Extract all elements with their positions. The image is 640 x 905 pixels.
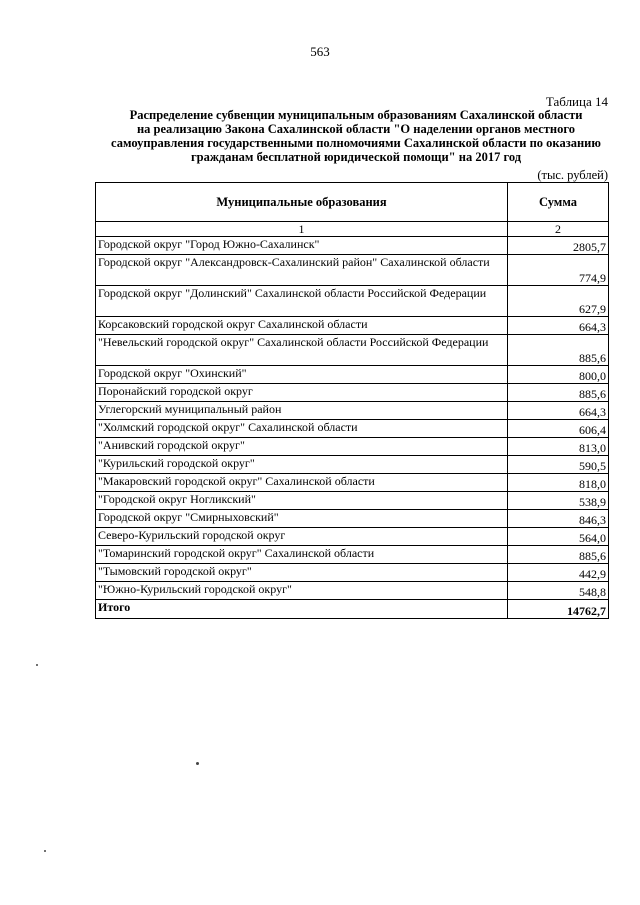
municipality-name: "Южно-Курильский городской округ" [96, 582, 508, 600]
table-row [96, 255, 609, 286]
municipality-name: "Томаринский городской округ" Сахалинской области [96, 546, 508, 564]
table-row [96, 317, 609, 335]
title-line: на реализацию Закона Сахалинской области "О наделении органов местного [136, 122, 575, 136]
total-sum: 14762,7 [508, 600, 609, 619]
table-row [96, 420, 609, 438]
table-row [96, 438, 609, 456]
total-label: Итого [96, 600, 508, 619]
municipality-name: "Курильский городской округ" [96, 456, 508, 474]
subsidy-sum: 885,6 [508, 546, 609, 564]
municipality-name: Корсаковский городской округ Сахалинской области [96, 317, 508, 335]
scan-speck [44, 850, 46, 852]
title-line: Распределение субвенции муниципальным образованиям Сахалинской области [129, 108, 583, 122]
subsidy-sum: 538,9 [508, 492, 609, 510]
table-row [96, 492, 609, 510]
subsidy-sum: 885,6 [508, 335, 609, 366]
table-row [96, 237, 609, 255]
municipality-name: "Макаровский городской округ" Сахалинской области [96, 474, 508, 492]
table-row [96, 384, 609, 402]
column-header-sum: Сумма [508, 183, 609, 222]
table-row [96, 582, 609, 600]
column-header-municipality: Муниципальные образования [96, 183, 508, 222]
title-line: самоуправления государственными полномочиями Сахалинской области по оказанию [111, 136, 601, 150]
municipality-name: "Городской округ Ногликский" [96, 492, 508, 510]
municipality-name: Северо-Курильский городской округ [96, 528, 508, 546]
municipality-name: Углегорский муниципальный район [96, 402, 508, 420]
municipality-name: "Холмский городской округ" Сахалинской области [96, 420, 508, 438]
subsidy-sum: 590,5 [508, 456, 609, 474]
table-row [96, 286, 609, 317]
municipality-name: Городской округ "Смирныховский" [96, 510, 508, 528]
subsidy-sum: 2805,7 [508, 237, 609, 255]
municipality-name: "Анивский городской округ" [96, 438, 508, 456]
units-label: (тыс. рублей) [537, 168, 608, 182]
municipality-name: Городской округ "Александровск-Сахалинский район" Сахалинской области [96, 255, 508, 286]
table-row [96, 402, 609, 420]
subsidy-sum: 627,9 [508, 286, 609, 317]
table-row [96, 474, 609, 492]
table-row [96, 510, 609, 528]
total-row [96, 600, 609, 619]
table-row [96, 335, 609, 366]
subsidy-table [95, 182, 609, 619]
subsidy-sum: 885,6 [508, 384, 609, 402]
scan-speck [196, 762, 199, 765]
municipality-name: Городской округ "Охинский" [96, 366, 508, 384]
municipality-name: "Невельский городской округ" Сахалинской области Российской Федерации [96, 335, 508, 366]
table-label: Таблица 14 [545, 94, 608, 109]
subsidy-sum: 818,0 [508, 474, 609, 492]
subsidy-sum: 606,4 [508, 420, 609, 438]
subsidy-sum: 442,9 [508, 564, 609, 582]
table-title [100, 108, 612, 164]
scan-speck [36, 664, 38, 666]
subsidy-sum: 846,3 [508, 510, 609, 528]
table-row [96, 564, 609, 582]
subsidy-sum: 813,0 [508, 438, 609, 456]
column-number: 2 [508, 222, 609, 237]
title-line: гражданам бесплатной юридической помощи" на 2017 год [190, 150, 522, 164]
municipality-name: "Тымовский городской округ" [96, 564, 508, 582]
subsidy-sum: 548,8 [508, 582, 609, 600]
subsidy-sum: 800,0 [508, 366, 609, 384]
subsidy-sum: 664,3 [508, 317, 609, 335]
table-row [96, 528, 609, 546]
column-number: 1 [96, 222, 508, 237]
subsidy-sum: 664,3 [508, 402, 609, 420]
page-number: 563 [310, 44, 330, 59]
subsidy-sum: 774,9 [508, 255, 609, 286]
subsidy-sum: 564,0 [508, 528, 609, 546]
municipality-name: Поронайский городской округ [96, 384, 508, 402]
municipality-name: Городской округ "Долинский" Сахалинской области Российской Федерации [96, 286, 508, 317]
table-row [96, 546, 609, 564]
municipality-name: Городской округ "Город Южно-Сахалинск" [96, 237, 508, 255]
table-row [96, 366, 609, 384]
table-row [96, 456, 609, 474]
table-body [96, 237, 609, 600]
